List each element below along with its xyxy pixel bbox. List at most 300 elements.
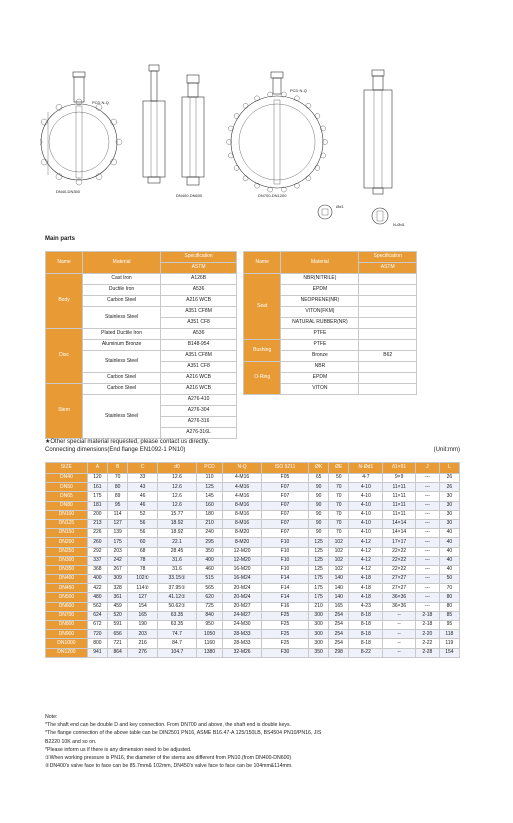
table-cell: 8-M20 (223, 538, 262, 547)
table-cell: 30 (439, 501, 459, 510)
table-cell: 36×36 (383, 602, 416, 611)
note-line: ①When working pressure is PN16, the diameter of the stems are different from PN10.(from DN400-DN600) (45, 755, 292, 762)
column-header: δ1×δ1 (383, 463, 416, 474)
bolt-lug (294, 183, 299, 188)
table-cell: 20-M24 (223, 584, 262, 593)
table-cell: 422 (87, 584, 107, 593)
table-cell: 298 (329, 648, 349, 657)
table-cell: 40 (439, 565, 459, 574)
table-cell: 30 (439, 510, 459, 519)
table-cell: 4-18 (349, 575, 383, 584)
column-header: A (87, 463, 107, 474)
table-cell: 12.6 (158, 492, 197, 501)
header-spec: Specification (359, 252, 417, 263)
header-row (244, 252, 417, 263)
table-cell: 4-M16 (223, 492, 262, 501)
table-cell: F14 (261, 584, 308, 593)
table-cell: 33 (128, 474, 158, 483)
table-cell: 70 (329, 510, 349, 519)
table-cell: 4-10 (349, 510, 383, 519)
table-cell: 175 (87, 492, 107, 501)
table-cell: 16-M24 (223, 575, 262, 584)
spec-cell: A276-316L (161, 428, 237, 439)
table-cell: 2-18 (415, 611, 439, 620)
table-cell: 110 (196, 474, 222, 483)
material-cell: Stainless Steel (83, 351, 161, 373)
table-cell: 4-M16 (223, 474, 262, 483)
bolt-lug (243, 176, 248, 181)
table-cell: 26 (439, 483, 459, 492)
material-cell: VITON(FKM) (281, 307, 359, 318)
material-cell: Aluminum Bronze (83, 340, 161, 351)
table-cell: 17×17 (383, 538, 416, 547)
size-cell: DN1200 (46, 648, 88, 657)
group-name: O-Ring (244, 362, 281, 395)
nod1-label: N-Ød1 (393, 222, 405, 227)
spec-cell (359, 373, 417, 384)
table-cell: 104.7 (158, 648, 197, 657)
material-cell: PTFE (281, 340, 359, 351)
table-cell: 11×11 (383, 510, 416, 519)
header-name: Name (46, 252, 83, 274)
table-cell: 80 (439, 593, 459, 602)
table-cell: F10 (261, 547, 308, 556)
table-cell: 175 (309, 593, 329, 602)
table-cell: 90 (309, 492, 329, 501)
material-cell: Carbon Steel (83, 384, 161, 395)
table-cell: F07 (261, 483, 308, 492)
table-cell: 400 (196, 556, 222, 565)
table-cell: 30 (439, 492, 459, 501)
table-cell: 721 (108, 639, 128, 648)
column-header: d0 (158, 463, 197, 474)
column-header: ØK (309, 463, 329, 474)
table-cell: 46 (128, 501, 158, 510)
column-header: B (108, 463, 128, 474)
table-cell: 190 (128, 621, 158, 630)
table-cell: 4-10 (349, 483, 383, 492)
table-row (46, 547, 460, 556)
table-cell: 102 (329, 547, 349, 556)
table-cell: 28-M33 (223, 630, 262, 639)
column-header: PCD (196, 463, 222, 474)
table-cell: F25 (261, 621, 308, 630)
spec-cell (359, 340, 417, 351)
note-line: *The shaft end can be double D and key connection. From DN700 and above, the shaft end is double keys. (45, 722, 291, 729)
caption-dn400-dn600: DN400-DN600 (176, 193, 203, 198)
table-cell: 941 (87, 648, 107, 657)
table-cell: 210 (196, 519, 222, 528)
spec-cell: A536 (161, 329, 237, 340)
table-cell: 114② (128, 584, 158, 593)
table-cell: 12-M20 (223, 547, 262, 556)
size-cell: DN200 (46, 538, 88, 547)
table-row (46, 274, 237, 285)
dims-header-row (46, 463, 460, 474)
drawing-stem-detail (318, 204, 406, 227)
table-cell: 22×22 (383, 547, 416, 556)
table-cell: F30 (261, 648, 308, 657)
table-row (46, 621, 460, 630)
table-cell: F07 (261, 501, 308, 510)
table-cell: --- (415, 565, 439, 574)
table-cell: 950 (196, 621, 222, 630)
table-cell: 350 (309, 648, 329, 657)
material-cell: Carbon Steel (83, 373, 161, 384)
spec-cell: A536 (161, 285, 237, 296)
table-cell: 140 (329, 575, 349, 584)
table-cell: 14×14 (383, 519, 416, 528)
table-cell: --- (415, 529, 439, 538)
table-cell: 864 (108, 648, 128, 657)
table-cell: 2-18 (415, 621, 439, 630)
header-row (46, 252, 237, 263)
table-cell: 4-12 (349, 538, 383, 547)
bolt-lug (315, 165, 320, 170)
material-cell: Cast Iron (83, 274, 161, 285)
table-cell: 22.1 (158, 538, 197, 547)
table-cell: 125 (196, 483, 222, 492)
caption-dn40-dn350: DN40-DN350 (56, 189, 81, 194)
table-cell: 254 (329, 621, 349, 630)
table-cell: 8-M16 (223, 501, 262, 510)
table-cell: 70 (329, 501, 349, 510)
table-cell: 31.6 (158, 565, 197, 574)
table-cell: 90 (309, 529, 329, 538)
table-cell: --- (415, 501, 439, 510)
table-row (46, 474, 460, 483)
table-cell: 125 (309, 556, 329, 565)
table-cell: 139 (108, 529, 128, 538)
table-cell: --- (415, 547, 439, 556)
table-cell: 18.92 (158, 529, 197, 538)
table-cell: 11×11 (383, 483, 416, 492)
table-cell: 4-7 (349, 474, 383, 483)
table-cell: 620 (196, 593, 222, 602)
bolt-lug (234, 165, 239, 170)
table-cell: 8-18 (349, 611, 383, 620)
table-cell: 140 (329, 593, 349, 602)
table-cell: 161 (87, 483, 107, 492)
bolt-lug (294, 96, 299, 101)
table-row (46, 630, 460, 639)
table-cell: --- (415, 602, 439, 611)
spec-cell: A276-410 (161, 395, 237, 406)
bolt-lug (321, 153, 326, 158)
table-cell: 12.6 (158, 501, 197, 510)
table-cell: F07 (261, 492, 308, 501)
table-cell: 4-12 (349, 565, 383, 574)
table-cell: 4-M16 (223, 483, 262, 492)
table-cell: 37.95① (158, 584, 197, 593)
spec-cell: A351 CF8M (161, 307, 237, 318)
table-row (46, 584, 460, 593)
table-cell: 80 (439, 602, 459, 611)
table-cell: 68 (128, 547, 158, 556)
table-cell: 240 (196, 529, 222, 538)
table-cell: 63.35 (158, 611, 197, 620)
table-cell: 800 (87, 639, 107, 648)
header-material: Material (83, 252, 161, 274)
spec-cell: A216 WCB (161, 373, 237, 384)
table-cell: 95 (108, 501, 128, 510)
table-cell: 127 (108, 519, 128, 528)
header-std: ASTM (359, 263, 417, 274)
table-cell: 154 (439, 648, 459, 657)
group-name: Seat (244, 274, 281, 340)
spec-cell (359, 307, 417, 318)
table-cell: 254 (329, 639, 349, 648)
table-cell: 720 (87, 630, 107, 639)
table-cell: 300 (309, 639, 329, 648)
table-row (46, 648, 460, 657)
spec-cell: A351 CF8M (161, 351, 237, 362)
material-cell: NBR (281, 362, 359, 373)
table-cell: 160 (196, 501, 222, 510)
table-cell: 180 (196, 510, 222, 519)
table-cell: 328 (108, 584, 128, 593)
column-header: N-Ød1 (349, 463, 383, 474)
table-cell: F16 (261, 602, 308, 611)
bolt-lug (228, 126, 233, 131)
table-cell: 90 (309, 501, 329, 510)
table-cell: 203 (128, 630, 158, 639)
drawing-dn400-dn600 (176, 75, 204, 198)
bolt-lug (234, 114, 239, 119)
table-cell: 200 (87, 510, 107, 519)
main-parts-left-table (45, 251, 237, 439)
table-cell: 2-28 (415, 648, 439, 657)
table-cell: 515 (196, 575, 222, 584)
table-cell: F07 (261, 529, 308, 538)
table-cell: 145 (196, 492, 222, 501)
table-cell: 2-20 (415, 630, 439, 639)
table-cell: 63.35 (158, 621, 197, 630)
table-cell: 4-10 (349, 492, 383, 501)
spec-cell: A216 WCB (161, 384, 237, 395)
table-cell: --- (415, 584, 439, 593)
column-header: ØE (329, 463, 349, 474)
table-cell: 70 (329, 483, 349, 492)
table-cell: --- (415, 483, 439, 492)
spec-cell: A351 CF8 (161, 318, 237, 329)
pcd-label-1: PCD N-Q (92, 100, 109, 105)
table-cell: -- (383, 621, 416, 630)
table-cell: 4-12 (349, 556, 383, 565)
table-cell: 27×27 (383, 584, 416, 593)
spec-cell: A216 WCB (161, 296, 237, 307)
table-cell: 11×11 (383, 501, 416, 510)
table-cell: F25 (261, 611, 308, 620)
bolt-lug (321, 126, 326, 131)
table-cell: 125 (309, 538, 329, 547)
table-cell: 31.6 (158, 556, 197, 565)
table-cell: 8-18 (349, 621, 383, 630)
size-cell: DN800 (46, 621, 88, 630)
table-cell: -- (383, 639, 416, 648)
table-cell: 459 (108, 602, 128, 611)
table-cell: 210 (309, 602, 329, 611)
table-cell: 24-M27 (223, 611, 262, 620)
note-line: B2220 10K and so on. (45, 738, 97, 745)
table-cell: 26 (439, 474, 459, 483)
table-cell: 24-M30 (223, 621, 262, 630)
table-cell: 70 (329, 529, 349, 538)
table-cell: 40 (439, 529, 459, 538)
table-cell: F05 (261, 474, 308, 483)
table-cell: 22×22 (383, 556, 416, 565)
table-cell: 125 (309, 547, 329, 556)
table-cell: --- (415, 474, 439, 483)
table-cell: 520 (108, 611, 128, 620)
column-header: L (439, 463, 459, 474)
main-parts-title: Main parts (45, 236, 76, 242)
table-cell: 22×22 (383, 565, 416, 574)
table-cell: 4-23 (349, 602, 383, 611)
table-cell: 4-18 (349, 593, 383, 602)
special-material-note: ★Other special material requested, please contact us directly. (45, 439, 210, 445)
table-cell: 8-18 (349, 630, 383, 639)
table-cell: 114 (108, 510, 128, 519)
table-cell: 368 (87, 565, 107, 574)
table-cell: 175 (309, 584, 329, 593)
table-cell: 181 (87, 501, 107, 510)
table-cell: 480 (87, 593, 107, 602)
table-cell: 70 (108, 474, 128, 483)
material-cell: EPDM (281, 373, 359, 384)
bolt-lug (255, 183, 260, 188)
bolt-lug (306, 103, 311, 108)
table-cell: 40 (439, 547, 459, 556)
table-cell: 672 (87, 621, 107, 630)
table-cell: 32-M26 (223, 648, 262, 657)
table-cell: 14×14 (383, 529, 416, 538)
table-cell: F14 (261, 575, 308, 584)
table-cell: 4-10 (349, 501, 383, 510)
table-row (46, 556, 460, 565)
size-cell: DN400 (46, 575, 88, 584)
table-row (46, 329, 237, 340)
drawing-side-view-2 (364, 70, 392, 194)
table-cell: 36×36 (383, 593, 416, 602)
table-cell: 337 (87, 556, 107, 565)
table-row (244, 340, 417, 351)
bolt-lug (255, 96, 260, 101)
table-cell: 1380 (196, 648, 222, 657)
table-cell: 8-22 (349, 648, 383, 657)
table-cell: 80 (108, 483, 128, 492)
column-header: N-Q (223, 463, 262, 474)
unit-label: (Unit:mm) (433, 447, 460, 453)
table-cell: 226 (87, 529, 107, 538)
table-cell: 725 (196, 602, 222, 611)
spec-cell (359, 285, 417, 296)
table-cell: --- (415, 575, 439, 584)
column-header: ISO 5211 (261, 463, 308, 474)
table-cell: -- (383, 648, 416, 657)
note-line: Note: (45, 714, 58, 720)
table-cell: 127 (128, 593, 158, 602)
material-cell: Plated Ductile Iron (83, 329, 161, 340)
spec-cell (359, 329, 417, 340)
header-material: Material (281, 252, 359, 274)
material-cell: Carbon Steel (83, 296, 161, 307)
table-cell: 85 (439, 611, 459, 620)
spec-cell (359, 318, 417, 329)
table-cell: F14 (261, 593, 308, 602)
bolt-lug (228, 153, 233, 158)
table-cell: 254 (329, 630, 349, 639)
table-cell: 12-M20 (223, 556, 262, 565)
size-cell: DN125 (46, 519, 88, 528)
table-cell: 292 (87, 547, 107, 556)
bolt-lug (243, 103, 248, 108)
drawing-dn40-dn350 (40, 72, 122, 194)
material-cell: NBR(NITRILE) (281, 274, 359, 285)
table-cell: 50.62① (158, 602, 197, 611)
table-cell: 90 (309, 510, 329, 519)
size-cell: DN100 (46, 510, 88, 519)
material-cell: EPDM (281, 285, 359, 296)
size-cell: DN50 (46, 483, 88, 492)
spec-cell: A276-316 (161, 417, 237, 428)
table-cell: 8-M20 (223, 529, 262, 538)
table-cell: 175 (108, 538, 128, 547)
table-cell: 12.6 (158, 474, 197, 483)
column-header: C (128, 463, 158, 474)
main-parts-right-table (243, 251, 417, 395)
spec-cell: A126B (161, 274, 237, 285)
column-header: SIZE (46, 463, 88, 474)
table-row (46, 538, 460, 547)
group-name: Bushing (244, 340, 281, 362)
table-cell: 33.15① (158, 575, 197, 584)
material-cell: Stainless Steel (83, 395, 161, 439)
table-cell: 9×9 (383, 474, 416, 483)
table-cell: 119 (439, 639, 459, 648)
table-cell: 70 (329, 519, 349, 528)
header-spec: Specification (161, 252, 237, 263)
table-row (244, 274, 417, 285)
table-cell: 70 (329, 492, 349, 501)
table-cell: 120 (87, 474, 107, 483)
table-row (46, 529, 460, 538)
table-cell: 12.6 (158, 483, 197, 492)
table-cell: 56 (128, 519, 158, 528)
table-cell: 4-10 (349, 529, 383, 538)
table-cell: 56 (128, 529, 158, 538)
table-cell: 16-M20 (223, 565, 262, 574)
table-cell: 118 (439, 630, 459, 639)
spec-cell: B148-954 (161, 340, 237, 351)
table-cell: 4-10 (349, 519, 383, 528)
table-cell: 562 (87, 602, 107, 611)
size-cell: DN600 (46, 602, 88, 611)
size-cell: DN250 (46, 547, 88, 556)
table-cell: 102 (329, 565, 349, 574)
table-cell: 90 (309, 519, 329, 528)
table-cell: 65 (309, 474, 329, 483)
table-cell: 300 (309, 611, 329, 620)
table-cell: 4-18 (349, 584, 383, 593)
column-header: J (415, 463, 439, 474)
dimensions-table (45, 462, 460, 658)
table-cell: F10 (261, 538, 308, 547)
table-cell: --- (415, 538, 439, 547)
table-cell: 43 (128, 483, 158, 492)
table-cell: 102① (128, 575, 158, 584)
table-cell: 276 (128, 648, 158, 657)
